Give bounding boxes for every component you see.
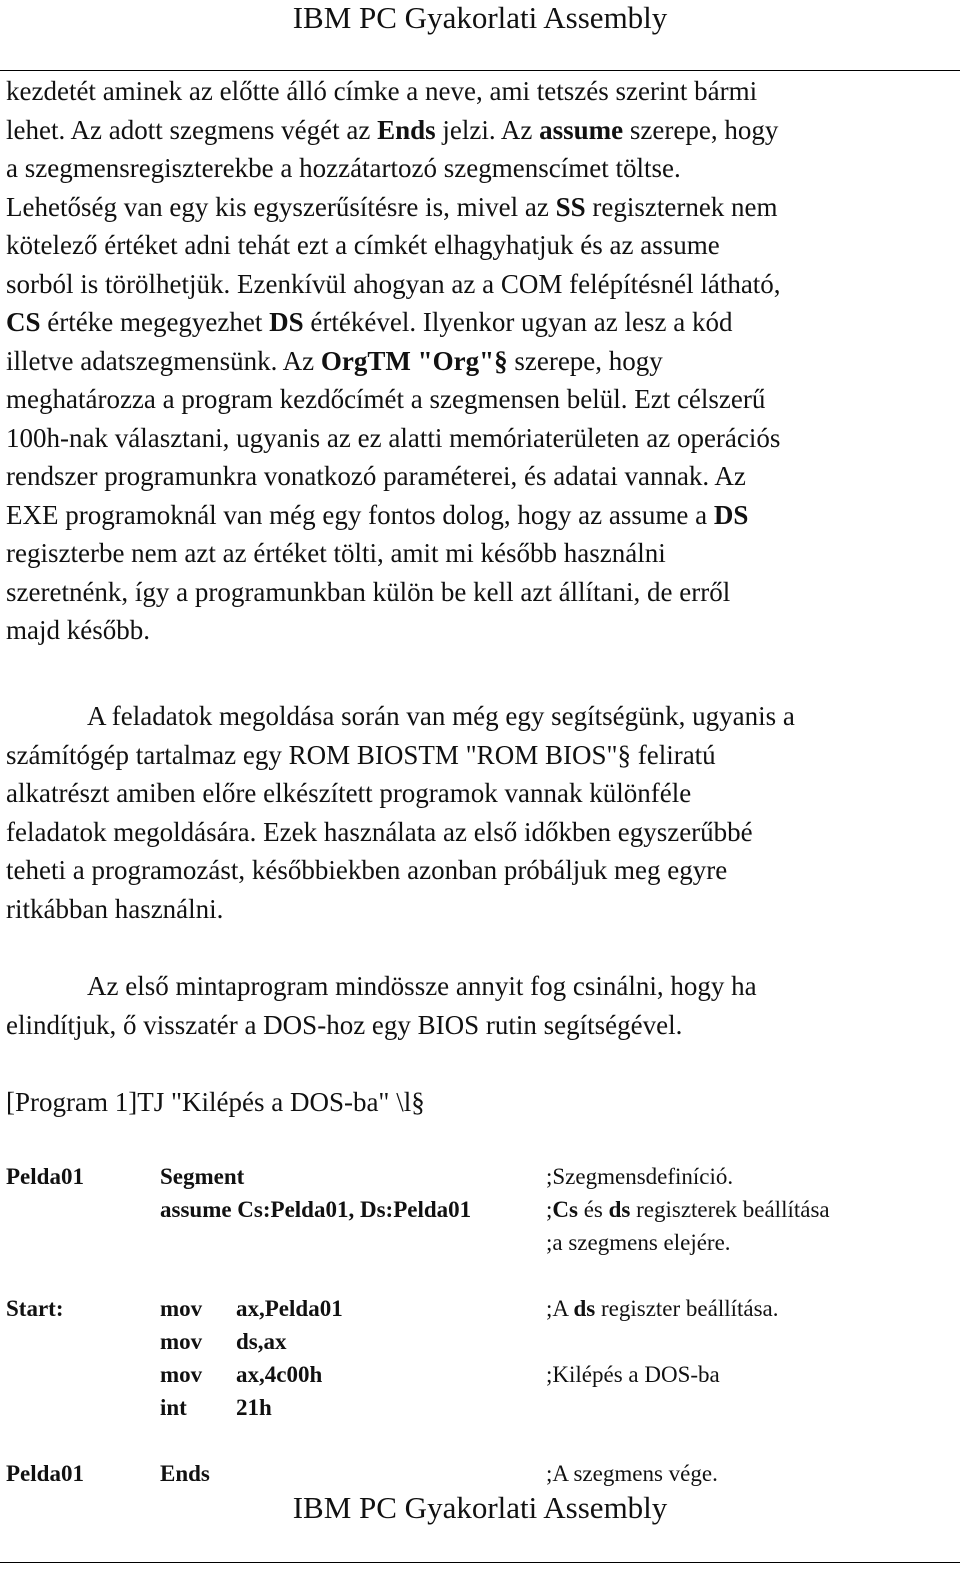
text-line: számítógép tartalmaz egy ROM BIOSTM "ROM BIOS"§ feliratú	[6, 739, 716, 770]
code-line	[6, 1226, 956, 1259]
page-footer-title: IBM PC Gyakorlati Assembly	[292, 1490, 668, 1525]
code-op: mov	[160, 1329, 203, 1354]
program-caption: [Program 1]TJ "Kilépés a DOS-ba" \l§	[6, 1087, 425, 1117]
text-line: Az első mintaprogram mindössze annyit fog csinálni, hogy ha	[6, 971, 757, 1001]
code-line	[6, 1193, 956, 1226]
code-label: Pelda01	[6, 1164, 84, 1189]
code-op: int	[160, 1395, 187, 1420]
text-line: A feladatok megoldása során van még egy segítségünk, ugyanis a	[6, 701, 795, 731]
code-comment: ;a szegmens elejére.	[546, 1230, 731, 1255]
text-line: illetve adatszegmensünk. Az OrgTM "Org"§ szerepe, hogy	[6, 345, 663, 376]
code-listing	[6, 1160, 956, 1490]
code-line	[6, 1457, 956, 1490]
code-line	[6, 1391, 956, 1424]
text-line: a szegmensregiszterekbe a hozzátartozó szegmenscímet töltse.	[6, 153, 681, 183]
text-line: sorból is törölhetjük. Ezenkívül ahogyan az a COM felépítésnél látható,	[6, 268, 781, 299]
paragraph-2	[6, 697, 956, 928]
code-line	[6, 1292, 956, 1325]
code-line	[6, 1160, 956, 1193]
code-comment: ;A ds regiszter beállítása.	[546, 1296, 779, 1321]
code-op: Segment	[160, 1164, 245, 1189]
text-line: lehet. Az adott szegmens végét az Ends jelzi. Az assume szerepe, hogy	[6, 114, 779, 145]
text-line: ritkábban használni.	[6, 893, 224, 924]
text-line: 100h-nak választani, ugyanis az ez alatti memóriaterületen az operációs	[6, 422, 781, 453]
text-line: regiszterbe nem azt az értéket tölti, amit mi később használni	[6, 538, 666, 568]
code-comment: ;Kilépés a DOS-ba	[546, 1362, 720, 1387]
text-line: meghatározza a program kezdőcímét a szegmensen belül. Ezt célszerű	[6, 384, 766, 414]
code-comment: ;Szegmensdefiníció.	[546, 1164, 734, 1189]
code-comment: ;Cs és ds regiszterek beállítása	[546, 1197, 830, 1222]
text-line: feladatok megoldására. Ezek használata az első időkben egyszerűbbé	[6, 816, 753, 847]
code-comment: ;A szegmens vége.	[546, 1461, 718, 1486]
code-line	[6, 1358, 956, 1391]
footer-rule	[0, 1562, 960, 1563]
code-op: Ends	[160, 1461, 210, 1486]
paragraph-3	[6, 967, 956, 1044]
page-header-title: IBM PC Gyakorlati Assembly	[292, 0, 668, 35]
code-arg: ds,ax	[236, 1329, 287, 1354]
paragraph-1	[6, 72, 956, 650]
text-line: kötelező értéket adni tehát ezt a címkét elhagyhatjuk és az assume	[6, 230, 720, 260]
text-line: kezdetét aminek az előtte álló címke a neve, ami tetszés szerint bármi	[6, 76, 758, 106]
code-line	[6, 1325, 956, 1358]
text-line: elindítjuk, ő visszatér a DOS-hoz egy BIOS rutin segítségével.	[6, 1009, 683, 1040]
code-arg: 21h	[236, 1395, 272, 1420]
text-line: teheti a programozást, későbbiekben azonban próbáljuk meg egyre	[6, 855, 728, 885]
text-line: szeretnénk, így a programunkban külön be kell azt állítani, de erről	[6, 576, 731, 607]
code-arg: ax,4c00h	[236, 1362, 323, 1387]
text-line: Lehetőség van egy kis egyszerűsítésre is, mivel az SS regiszternek nem	[6, 191, 778, 222]
code-op: mov	[160, 1296, 203, 1321]
code-op: mov	[160, 1362, 203, 1387]
header-rule	[0, 70, 960, 71]
text-line: CS értéke megegyezhet DS értékével. Ilyenkor ugyan az lesz a kód	[6, 307, 733, 337]
text-line: EXE programoknál van még egy fontos dolog, hogy az assume a DS	[6, 499, 749, 530]
code-label: Pelda01	[6, 1461, 84, 1486]
text-line: alkatrészt amiben előre elkészített programok vannak különféle	[6, 778, 692, 808]
code-arg: ax,Pelda01	[236, 1296, 343, 1321]
code-label: Start:	[6, 1296, 64, 1321]
code-op: assume Cs:Pelda01, Ds:Pelda01	[160, 1197, 472, 1222]
text-line: majd később.	[6, 615, 150, 645]
text-line: rendszer programunkra vonatkozó paraméterei, és adatai vannak. Az	[6, 461, 746, 491]
